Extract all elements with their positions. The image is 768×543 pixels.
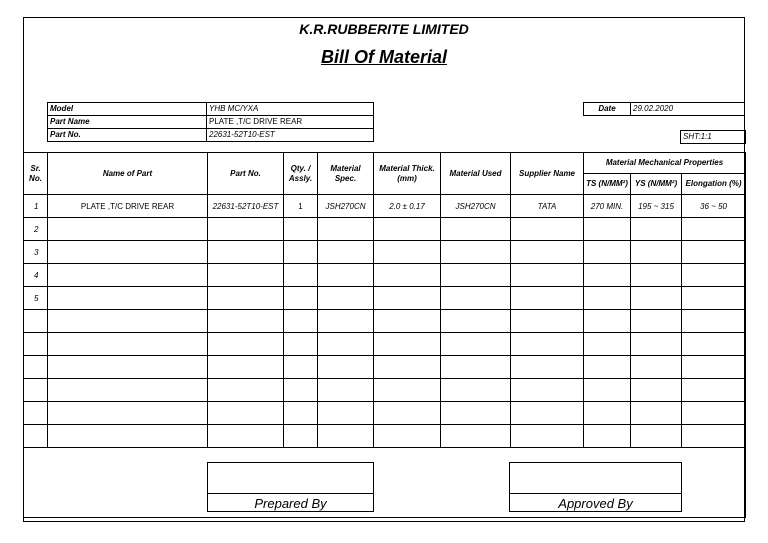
sheet-number: SHT:1:1 [681,131,746,144]
document-title: Bill Of Material [320,47,448,67]
cell-name [48,402,208,425]
cell-part-no [208,241,284,264]
cell-name [48,287,208,310]
cell-used [441,402,511,425]
cell-part-no: 22631-52T10-EST [208,195,284,218]
cell-sr: 2 [24,218,48,241]
part-name-label: Part Name [48,116,207,129]
prepared-by-box [207,462,374,512]
cell-supplier: TATA [511,195,584,218]
cell-ts [584,287,631,310]
cell-part-no [208,356,284,379]
cell-supplier [511,402,584,425]
cell-sr [24,402,48,425]
cell-name [48,310,208,333]
header-ys: YS (N/MM²) [631,174,682,195]
cell-sr: 3 [24,241,48,264]
cell-qty [284,356,318,379]
part-no-value: 22631-52T10-EST [207,129,374,142]
approved-by-label: Approved By [558,496,633,511]
cell-spec [318,356,374,379]
model-value: YHB MC/YXA [207,103,374,116]
cell-qty [284,425,318,448]
cell-sr: 1 [24,195,48,218]
cell-ys [631,264,682,287]
cell-elong [682,310,746,333]
cell-spec [318,241,374,264]
cell-ts [584,425,631,448]
header-part-no: Part No. [208,153,284,195]
date-value: 29.02.2020 [631,103,745,116]
header-elongation: Elongation (%) [682,174,746,195]
header-sr: Sr. No. [24,153,48,195]
cell-ts [584,218,631,241]
cell-used [441,264,511,287]
cell-supplier [511,264,584,287]
cell-elong [682,425,746,448]
cell-thick [374,379,441,402]
cell-elong [682,333,746,356]
table-row [24,264,746,287]
cell-supplier [511,310,584,333]
header-used: Material Used [441,153,511,195]
header-name: Name of Part [48,153,208,195]
cell-used [441,241,511,264]
bom-body [24,195,746,448]
table-row [24,333,746,356]
cell-elong: 36 ~ 50 [682,195,746,218]
table-row [24,425,746,448]
cell-sr [24,356,48,379]
cell-thick [374,310,441,333]
cell-ys [631,379,682,402]
prepared-by-label: Prepared By [254,496,327,511]
cell-name [48,356,208,379]
cell-ys [631,241,682,264]
part-name-row [48,116,374,129]
cell-used [441,333,511,356]
table-row [24,402,746,425]
sheet-table [680,130,746,144]
cell-supplier [511,287,584,310]
cell-name [48,218,208,241]
cell-ys [631,333,682,356]
cell-ts [584,310,631,333]
cell-supplier [511,241,584,264]
cell-elong [682,402,746,425]
cell-part-no [208,425,284,448]
cell-sr: 5 [24,287,48,310]
cell-sr [24,379,48,402]
sheet-row [681,131,746,144]
cell-part-no [208,287,284,310]
cell-part-no [208,379,284,402]
cell-qty [284,379,318,402]
cell-sr [24,425,48,448]
cell-thick [374,287,441,310]
cell-qty [284,287,318,310]
cell-used: JSH270CN [441,195,511,218]
cell-ys [631,402,682,425]
cell-ts [584,379,631,402]
part-no-row [48,129,374,142]
cell-part-no [208,264,284,287]
cell-spec [318,264,374,287]
table-row [24,310,746,333]
cell-thick [374,264,441,287]
cell-qty [284,310,318,333]
cell-supplier [511,218,584,241]
date-row [584,103,745,116]
approved-by-box [509,462,682,512]
table-row [24,287,746,310]
cell-elong [682,218,746,241]
cell-qty [284,402,318,425]
cell-ts [584,264,631,287]
header-supplier: Supplier Name [511,153,584,195]
cell-qty [284,241,318,264]
table-row [24,195,746,218]
date-table [583,102,745,116]
part-no-label: Part No. [48,129,207,142]
cell-part-no [208,310,284,333]
header-ts: TS (N/MM²) [584,174,631,195]
cell-spec [318,379,374,402]
cell-ys [631,425,682,448]
header-thick: Material Thick. (mm) [374,153,441,195]
cell-elong [682,264,746,287]
header-row [24,153,746,174]
cell-used [441,287,511,310]
cell-ys [631,310,682,333]
cell-name [48,379,208,402]
cell-thick [374,241,441,264]
cell-part-no [208,333,284,356]
cell-spec [318,425,374,448]
table-row [24,241,746,264]
cell-qty [284,333,318,356]
cell-name [48,264,208,287]
cell-supplier [511,379,584,402]
cell-thick [374,425,441,448]
cell-thick [374,356,441,379]
cell-spec [318,218,374,241]
cell-ts [584,333,631,356]
cell-thick [374,402,441,425]
header-qty: Qty. / Assly. [284,153,318,195]
date-label: Date [584,103,631,116]
table-row [24,218,746,241]
header-properties: Material Mechanical Properties [584,153,746,174]
cell-name [48,425,208,448]
cell-ts [584,356,631,379]
cell-supplier [511,333,584,356]
cell-part-no [208,218,284,241]
cell-elong [682,379,746,402]
part-name-value: PLATE ,T/C DRIVE REAR [207,116,374,129]
cell-qty: 1 [284,195,318,218]
cell-spec [318,333,374,356]
cell-name [48,241,208,264]
cell-qty [284,218,318,241]
cell-qty [284,264,318,287]
cell-name [48,333,208,356]
cell-used [441,356,511,379]
cell-spec [318,287,374,310]
cell-sr [24,333,48,356]
company-name: K.R.RUBBERITE LIMITED [299,21,469,37]
cell-ys: 195 ~ 315 [631,195,682,218]
cell-used [441,425,511,448]
cell-thick [374,218,441,241]
cell-spec [318,402,374,425]
cell-supplier [511,356,584,379]
cell-spec: JSH270CN [318,195,374,218]
header-spec: Material Spec. [318,153,374,195]
cell-used [441,379,511,402]
table-row [24,379,746,402]
cell-spec [318,310,374,333]
cell-elong [682,241,746,264]
cell-used [441,218,511,241]
cell-used [441,310,511,333]
cell-ys [631,218,682,241]
cell-name: PLATE ,T/C DRIVE REAR [48,195,208,218]
cell-part-no [208,402,284,425]
model-label: Model [48,103,207,116]
cell-sr: 4 [24,264,48,287]
cell-elong [682,356,746,379]
cell-supplier [511,425,584,448]
model-row [48,103,374,116]
table-row [24,356,746,379]
cell-ts: 270 MIN. [584,195,631,218]
cell-sr [24,310,48,333]
cell-thick [374,333,441,356]
cell-elong [682,287,746,310]
cell-ys [631,287,682,310]
cell-thick: 2.0 ± 0.17 [374,195,441,218]
cell-ys [631,356,682,379]
cell-ts [584,241,631,264]
part-info-table [47,102,374,142]
cell-ts [584,402,631,425]
